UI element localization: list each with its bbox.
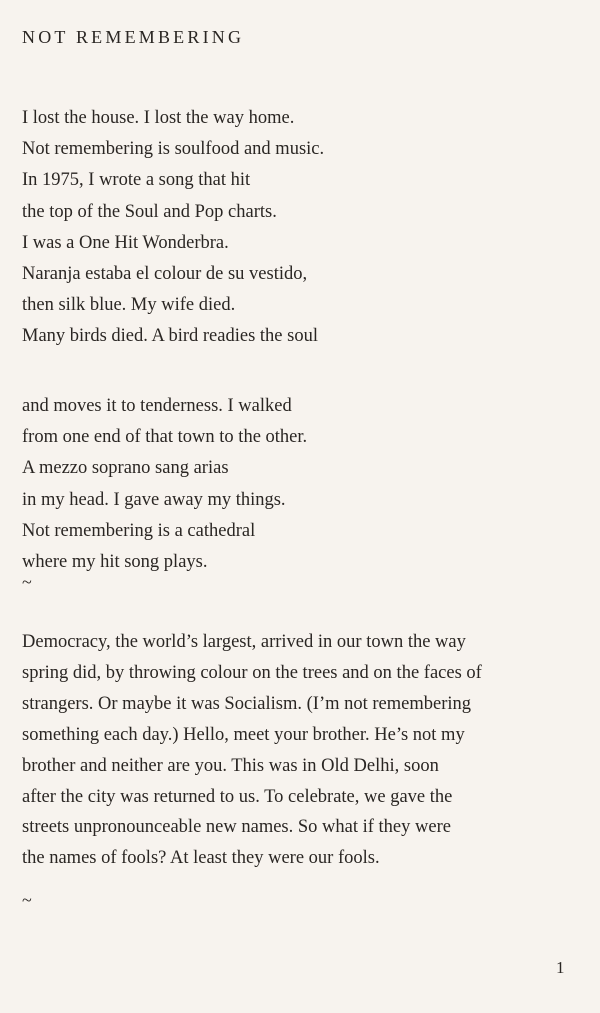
verse-line: Many birds died. A bird readies the soul <box>22 326 318 347</box>
verse-line: A mezzo soprano sang arias <box>22 458 229 479</box>
prose-line: streets unpronounceable new names. So what if they were <box>22 817 451 838</box>
page-number: 1 <box>556 958 565 977</box>
verse-line: Naranja estaba el colour de su vestido, <box>22 264 308 285</box>
verse-line: In 1975, I wrote a song that hit <box>22 170 251 191</box>
verse-line: Not remembering is soulfood and music. <box>22 139 325 160</box>
section-separator: ~ <box>22 890 32 910</box>
verse-line: where my hit song plays. <box>22 552 208 573</box>
verse-line: I was a One Hit Wonderbra. <box>22 232 229 253</box>
prose-line: strangers. Or maybe it was Socialism. (I’m not remembering <box>22 693 472 714</box>
prose-line: something each day.) Hello, meet your brother. He’s not my <box>22 724 465 745</box>
stanza-one <box>22 103 324 353</box>
verse-line: I lost the house. I lost the way home. <box>22 108 295 128</box>
prose-line: brother and neither are you. This was in Old Delhi, soon <box>22 755 439 776</box>
verse-line: and moves it to tenderness. I walked <box>22 396 292 416</box>
stanza-two <box>22 391 307 578</box>
verse-line: from one end of that town to the other. <box>22 427 308 448</box>
verse-line: then silk blue. My wife died. <box>22 295 236 316</box>
poem-title: NOT REMEMBERING <box>22 27 245 47</box>
verse-line: in my head. I gave away my things. <box>22 489 286 510</box>
prose-line: the names of fools? At least they were our fools. <box>22 848 380 869</box>
prose-line: spring did, by throwing colour on the trees and on the faces of <box>22 662 482 683</box>
section-separator: ~ <box>22 572 32 592</box>
prose-line: Democracy, the world’s largest, arrived in our town the way <box>22 632 466 652</box>
prose-line: after the city was returned to us. To celebrate, we gave the <box>22 786 453 807</box>
verse-line: the top of the Soul and Pop charts. <box>22 201 277 222</box>
prose-section <box>22 627 582 874</box>
verse-line: Not remembering is a cathedral <box>22 520 256 541</box>
